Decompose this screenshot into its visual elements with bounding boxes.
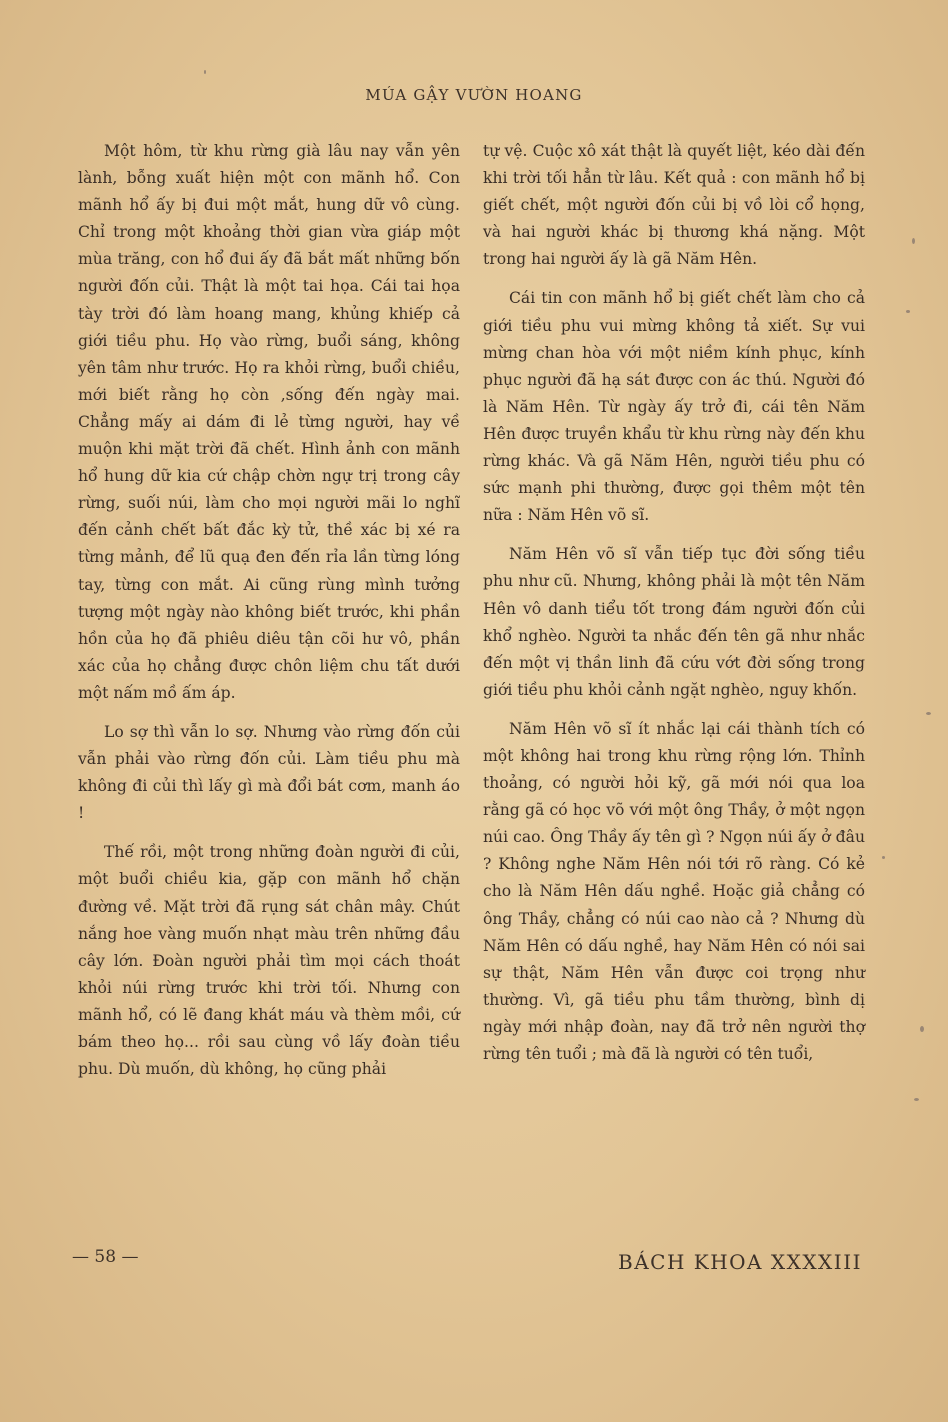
- paragraph: Năm Hên võ sĩ ít nhắc lại cái thành tích có một không hai trong khu rừng rộng lớn. Thỉnh thoảng, có người hỏi kỹ, gã mới nói qua loa rằng gã có học võ với một ông Thầy, ở một ngọn núi cao. Ông Thầy ấy tên gì ? Ngọn núi ấy ở đâu ? Không nghe Năm Hên nói tới rõ ràng. Có kẻ cho là Năm Hên dấu nghề. Hoặc giả chẳng có ông Thầy, chẳng có núi cao nào cả ? Nhưng dù Năm Hên có dấu nghề, hay Năm Hên có nói sai sự thật, Năm Hên vẫn được coi trọng như thường. Vì, gã tiều phu tầm thường, bình dị ngày mới nhập đoàn, nay đã trở nên người thợ rừng tên tuổi ; mà đã là người có tên tuổi,: [483, 719, 865, 1063]
- paragraph: Một hôm, từ khu rừng già lâu nay vẫn yên lành, bỗng xuất hiện một con mãnh hổ. Con mãnh hổ ấy bị đui một mắt, hung dữ vô cùng. Chỉ trong một khoảng thời gian vừa giáp một mùa trăng, con hổ đui ấy đã bắt mất những bốn người đốn củi. Thật là một tai họa. Cái tai họa tày trời đó làm hoang mang, khủng khiếp cả giới tiều phu. Họ vào rừng, buổi sáng, không yên tâm như trước. Họ ra khỏi rừng, buổi chiều, mới biết rằng họ còn ,sống đến ngày mai. Chẳng mấy ai dám đi lẻ từng người, hay về muộn khi mặt trời đã chết. Hình ảnh con mãnh hổ hung dữ kia cứ chập chờn ngự trị trong cây rừng, suối núi, làm cho mọi người mãi lo nghĩ đến cảnh chết bất đắc kỳ tử, thề xác bị xé ra từng mảnh, để lũ quạ đen đến rỉa lần từng lóng tay, từng con mắt. Ai cũng rùng mình tưởng tượng một ngày nào không biết trước, khi phần hồn của họ đã phiêu diêu tận cõi hư vô, phần xác của họ chẳng được chôn liệm chu tất dưới một nấm mồ ấm áp.: [78, 142, 460, 702]
- paper-speck: [204, 70, 206, 74]
- paragraph: Thế rồi, một trong những đoàn người đi củi, một buổi chiều kia, gặp con mãnh hổ chặn đường về. Mặt trời đã rụng sát chân mây. Chút nắng hoe vàng muốn nhạt màu trên những đầu cây lớn. Đoàn người phải tìm mọi cách thoát khỏi núi rừng trước khi trời tối. Nhưng con mãnh hổ, có lẽ đang khát máu và thèm mồi, cứ bám theo họ... rồi sau cùng vồ lấy đoàn tiều phu. Dù muốn, dù không, họ cũng phải: [78, 843, 460, 1079]
- right-column: [483, 138, 865, 1080]
- paper-speck: [914, 1098, 919, 1101]
- left-column: [78, 138, 460, 1095]
- magazine-footer-title: BÁCH KHOA XXXXIII: [618, 1250, 862, 1274]
- paper-speck: [912, 238, 915, 244]
- paragraph: Năm Hên võ sĩ vẫn tiếp tục đời sống tiều phu như cũ. Nhưng, không phải là một tên Năm Hên vô danh tiểu tốt trong đám người đốn củi khổ nghèo. Người ta nhắc đến tên gã như nhắc đến một vị thần linh đã cứu vớt đời sống trong giới tiều phu khỏi cảnh ngặt nghèo, nguy khốn.: [483, 545, 865, 699]
- paper-speck: [906, 310, 910, 313]
- paragraph: Cái tin con mãnh hổ bị giết chết làm cho cả giới tiều phu vui mừng không tả xiết. Sự vui mừng chan hòa với một niềm kính phục, kính phục người đã hạ sát được con ác thú. Người đó là Năm Hên. Từ ngày ấy trở đi, cái tên Năm Hên được truyền khẩu từ khu rừng này đến khu rừng khác. Và gã Năm Hên, người tiều phu có sức mạnh phi thường, được gọi thêm một tên nữa : Năm Hên võ sĩ.: [483, 289, 865, 525]
- running-head-title: MÚA GẬY VƯỜN HOANG: [365, 86, 583, 104]
- paper-speck: [926, 712, 931, 715]
- paragraph: Lo sợ thì vẫn lo sợ. Nhưng vào rừng đốn củi vẫn phải vào rừng đốn củi. Làm tiều phu mà không đi củi thì lấy gì mà đổi bát cơm, manh áo !: [78, 722, 460, 823]
- paragraph-continued: tự vệ. Cuộc xô xát thật là quyết liệt, kéo dài đến khi trời tối hẳn từ lâu. Kết quả : con mãnh hổ bị giết chết, một người đốn củi bị vồ lòi cổ họng, và hai người khác bị thương khá nặng. Một trong hai người ấy là gã Năm Hên.: [483, 142, 865, 269]
- paper-speck: [920, 1026, 924, 1032]
- paper-speck: [882, 856, 885, 859]
- page-number: — 58 —: [72, 1247, 139, 1267]
